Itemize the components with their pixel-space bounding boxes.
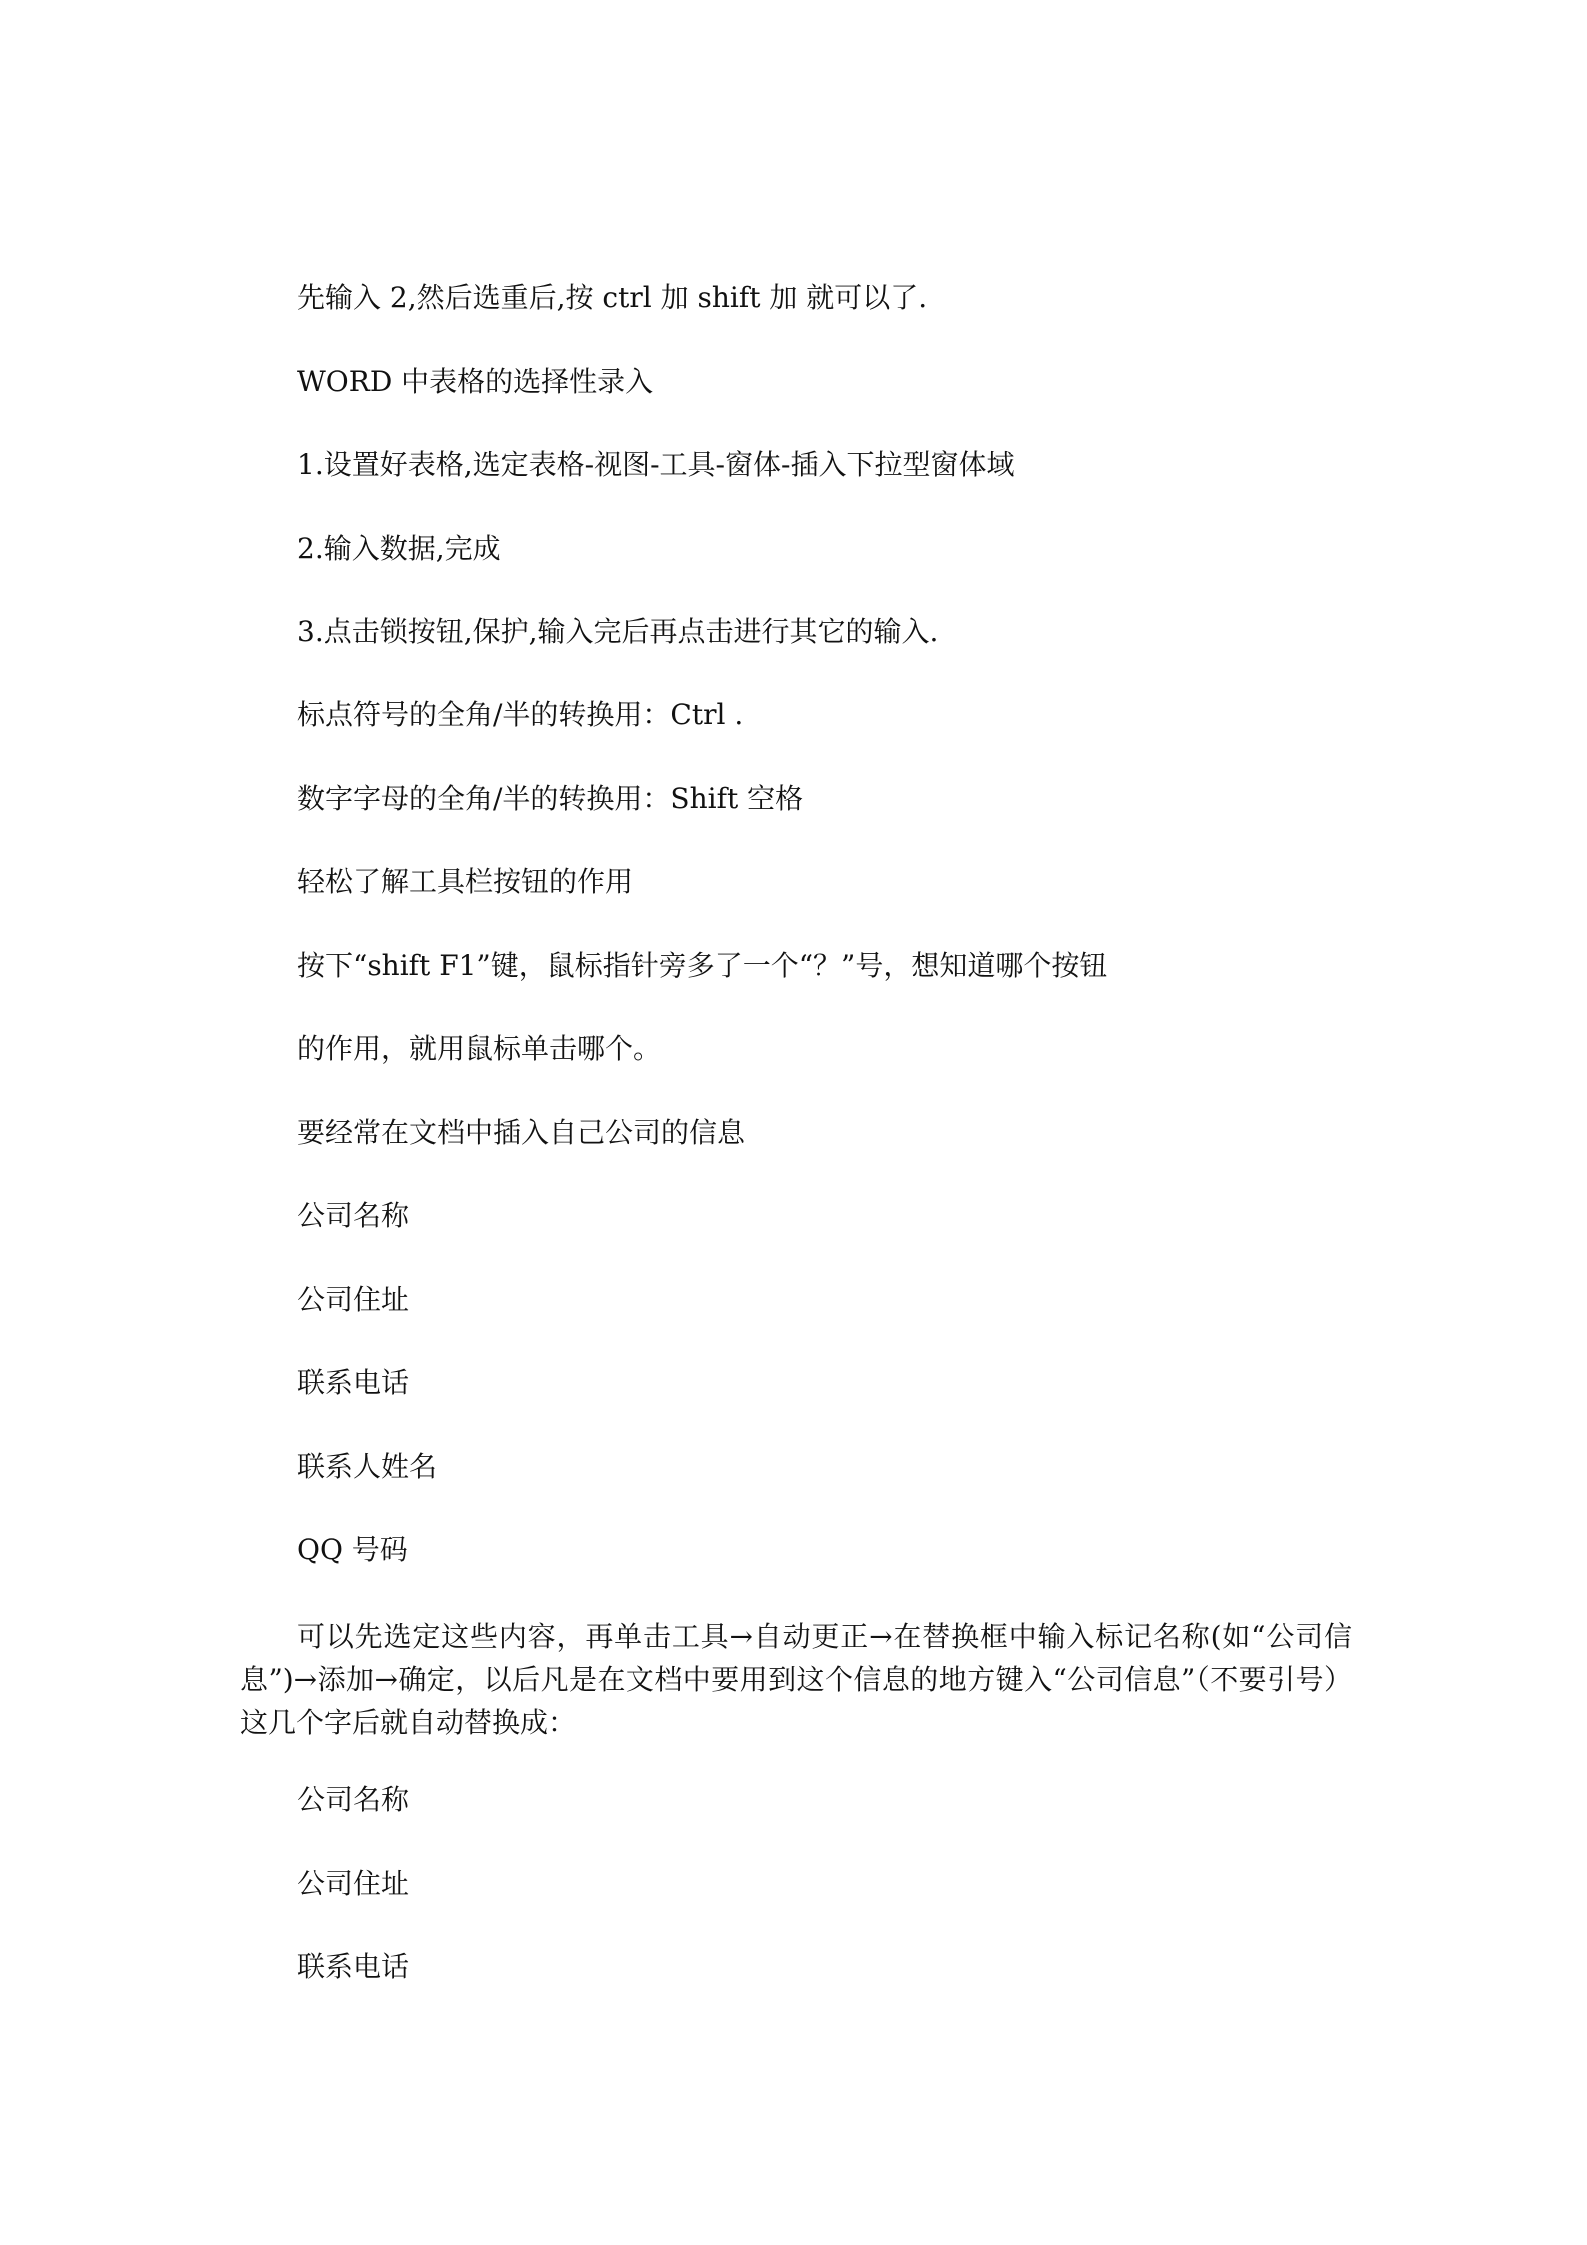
text-line-2: WORD 中表格的选择性录入 (297, 365, 654, 398)
text-line-18: 公司住址 (297, 1867, 410, 1900)
text-line-13: 公司住址 (297, 1283, 410, 1316)
text-line-19: 联系电话 (297, 1950, 410, 1983)
text-line-5: 3.点击锁按钮,保护,输入完后再点击进行其它的输入. (297, 615, 939, 648)
autocorrect-paragraph: 可以先选定这些内容，再单击工具→自动更正→在替换框中输入标记名称(如“公司信息”)→添加→确定，以后凡是在文档中要用到这个信息的地方键入“公司信息”（不要引号）这几个字后就自动替换成： (240, 1620, 1352, 1739)
text-line-12: 公司名称 (297, 1199, 410, 1232)
text-line-11: 要经常在文档中插入自己公司的信息 (297, 1116, 746, 1149)
text-line-14: 联系电话 (297, 1366, 410, 1399)
text-line-6: 标点符号的全角/半的转换用：Ctrl . (297, 698, 744, 731)
text-line-1: 先输入 2,然后选重后,按 ctrl 加 shift 加 就可以了. (297, 281, 928, 314)
text-line-16: QQ 号码 (297, 1533, 408, 1566)
text-line-4: 2.输入数据,完成 (297, 532, 501, 565)
text-line-7: 数字字母的全角/半的转换用：Shift 空格 (297, 782, 804, 815)
text-line-9: 按下“shift F1”键，鼠标指针旁多了一个“？”号，想知道哪个按钮 (297, 949, 1108, 982)
text-line-10: 的作用，就用鼠标单击哪个。 (297, 1032, 662, 1065)
text-line-8: 轻松了解工具栏按钮的作用 (297, 865, 634, 898)
text-line-15: 联系人姓名 (297, 1450, 438, 1483)
text-line-17: 公司名称 (297, 1783, 410, 1816)
text-line-3: 1.设置好表格,选定表格-视图-工具-窗体-插入下拉型窗体域 (297, 448, 1015, 481)
